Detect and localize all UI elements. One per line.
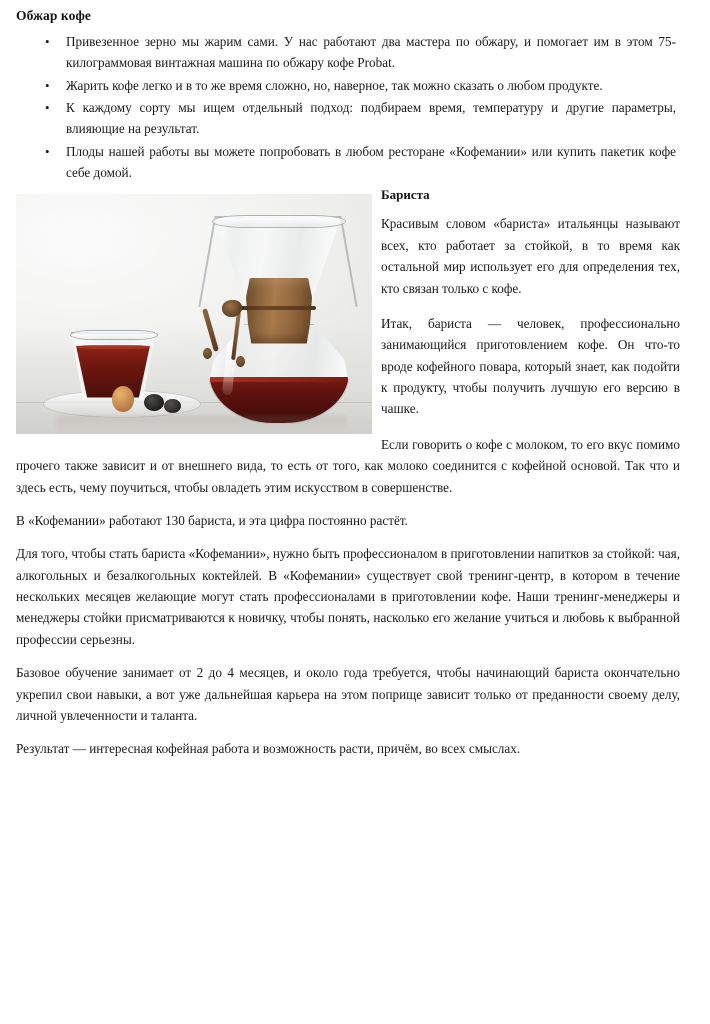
page-title: Обжар кофе xyxy=(16,8,92,23)
wooden-collar xyxy=(246,278,312,344)
paragraph: Если говорить о кофе с молоком, то его вкус помимо прочего также зависит и от внешнего вида, то есть от того, как молоко соединится с кофейной основой. Так что и здесь есть, чему поучиться, чтобы овладеть этим искусством в совершенстве. xyxy=(16,436,680,495)
list-item xyxy=(16,31,680,74)
coffee-brewer-photo xyxy=(16,194,372,434)
list-item xyxy=(16,97,680,140)
leather-knot xyxy=(222,300,242,317)
bullet-marker-icon: • xyxy=(45,77,50,93)
leather-band xyxy=(240,306,316,310)
chemex-cone-left-edge xyxy=(198,218,216,307)
leather-cord-tip-left xyxy=(203,348,212,359)
list-item-text: Привезенное зерно мы жарим сами. У нас работают два мастера по обжару, и помогает им в этом 75-килограммовая винтажная машина по обжару кофе Probat. xyxy=(66,33,676,71)
article-body xyxy=(16,185,680,772)
paragraph: Красивым словом «бариста» итальянцы называют всех, кто работает за стойкой, в то время как остальной мир использует его для определения тех, кто связан только с кофе. xyxy=(381,216,680,296)
paragraph: Результат — интересная кофейная работа и возможность расти, причём, во всех смыслах. xyxy=(16,741,521,757)
cup-coffee-surface xyxy=(76,345,150,349)
coffee-bean-light xyxy=(112,386,134,412)
chemex-brewer-illustration xyxy=(202,216,354,422)
list-item xyxy=(16,75,680,96)
list-item xyxy=(16,141,680,184)
leather-cord-tip-right xyxy=(236,356,245,367)
bullet-marker-icon: • xyxy=(45,143,50,159)
roasting-bullet-list xyxy=(16,31,680,184)
chemex-cone-right-edge xyxy=(340,218,358,307)
coffee-bean-dark-2 xyxy=(164,399,181,413)
section-title-barista: Бариста xyxy=(381,186,430,202)
photo-canvas xyxy=(16,194,372,434)
cup-rim xyxy=(70,330,158,340)
list-item-text: Плоды нашей работы вы можете попробовать в любом ресторане «Кофемании» или купить пакетик кофе себе домой. xyxy=(66,143,676,181)
bullet-marker-icon: • xyxy=(45,100,50,115)
paragraph: Для того, чтобы стать бариста «Кофемании», нужно быть профессионалом в приготовлении напитков за стойкой: чая, алкогольных и безалкогольных коктейлей. В «Кофемании» существует свой тренинг-центр, в котором в течение нескольких месяцев желающие могут стать профессионалами в приготовлении кофе. Наши тренинг-менеджеры и менеджеры стойки присматриваются к новичку, чтобы понять, насколько его желание учиться и любовь к выбранной профессии серьезны. xyxy=(16,546,680,647)
bullet-marker-icon: • xyxy=(45,33,50,49)
coffee-bean-dark-1 xyxy=(144,394,164,411)
chemex-rim xyxy=(212,215,346,228)
cup-coffee-liquid xyxy=(76,346,150,398)
paragraph: В «Кофемании» работают 130 бариста, и эта цифра постоянно растёт. xyxy=(16,512,408,528)
paragraph: Итак, бариста — человек, профессионально занимающийся приготовлением кофе. Он что-то вроде кофейного повара, который знает, как подойти к продукту, чтобы получить лучшую его версию в чашке. xyxy=(381,315,680,417)
photo-reflection xyxy=(56,416,346,432)
paragraph: Базовое обучение занимает от 2 до 4 месяцев, и около года требуется, чтобы начинающий бариста окончательно укрепил свои навыки, а вот уже дальнейшая карьера на этом поприще зависит только от преданности своему делу, личной увлеченности и таланта. xyxy=(16,665,680,723)
leather-cord-left xyxy=(202,308,219,352)
list-item-text: К каждому сорту мы ищем отдельный подход: подбираем время, температуру и другие параметры, влияющие на результат. xyxy=(66,100,676,137)
list-item-text: Жарить кофе легко и в то же время сложно, но, наверное, так можно сказать о любом продукте. xyxy=(66,77,603,93)
